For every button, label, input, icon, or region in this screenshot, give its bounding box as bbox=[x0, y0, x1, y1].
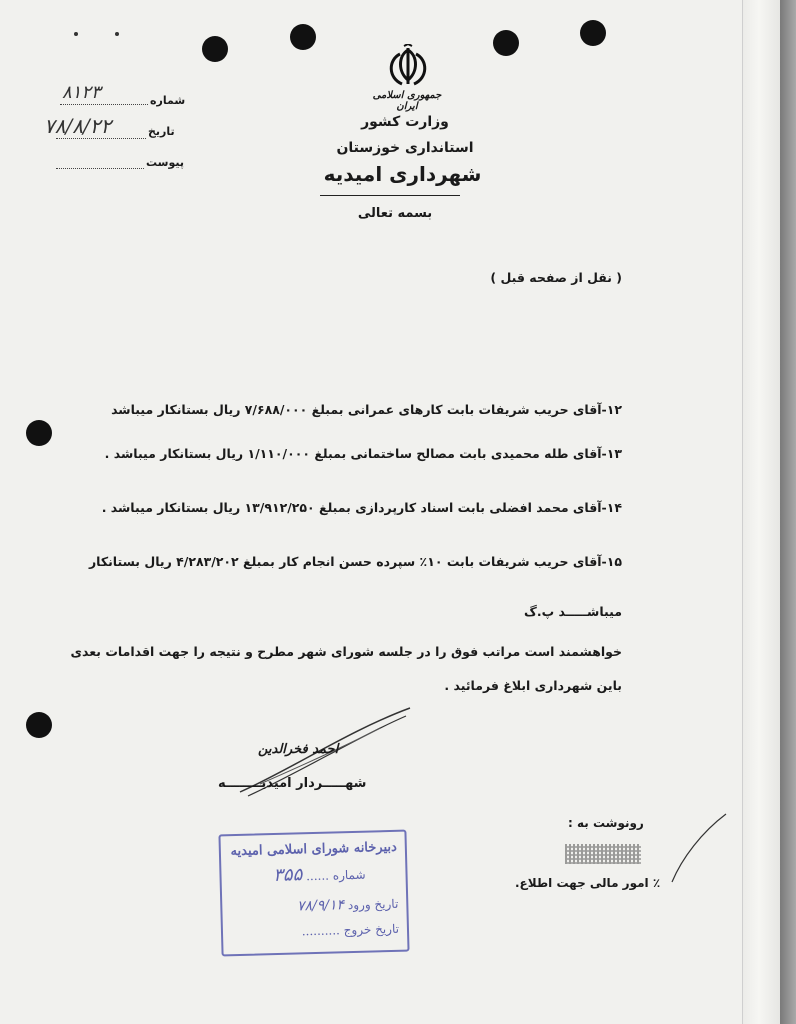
emblem-caption: جمهوری اسلامی ایران bbox=[372, 90, 442, 112]
punch-hole bbox=[580, 20, 606, 46]
date-value: ۷۸/۸/۲۲ bbox=[44, 114, 112, 138]
cc-label: رونوشت به : bbox=[568, 816, 644, 830]
number-label: شماره bbox=[150, 94, 186, 107]
date-dots bbox=[56, 138, 146, 139]
stamp-entry-value: ۷۸/۹/۱۴ bbox=[296, 897, 345, 915]
list-item: ۱۴-آقای محمد افضلی بابت اسناد کارپردازی بمبلغ ۱۳/۹۱۲/۲۵۰ ریال بستانکار میباشد . bbox=[101, 500, 622, 515]
municipality-heading: شهرداری امیدیه bbox=[323, 162, 482, 186]
pen-stroke bbox=[668, 812, 728, 884]
list-item: ۱۲-آقای حریب شریفات بابت کارهای عمرانی بمبلغ ۷/۶۸۸/۰۰۰ ریال بستانکار میباشد bbox=[111, 402, 622, 417]
punch-hole bbox=[202, 36, 228, 62]
punch-hole bbox=[26, 420, 52, 446]
closing-line: باین شهرداری ابلاغ فرمائید . bbox=[444, 678, 622, 693]
ministry-heading: وزارت کشور bbox=[361, 114, 449, 130]
redacted-block bbox=[565, 844, 641, 864]
stamp-exit-label: تاریخ خروج bbox=[343, 921, 400, 938]
punch-hole bbox=[493, 30, 519, 56]
council-stamp bbox=[218, 830, 409, 957]
punch-hole bbox=[290, 24, 316, 50]
list-item: ۱۵-آقای حریب شریفات بابت ۱۰٪ سپرده حسن انجام کار بمبلغ ۴/۲۸۳/۲۰۲ ریال بستانکار bbox=[88, 554, 622, 569]
attachment-dots bbox=[56, 168, 144, 169]
scan-edge bbox=[780, 0, 796, 1024]
stamp-exit-row: تاریخ خروج .......... bbox=[301, 921, 400, 939]
closing-line: میباشـــــد پ.گ bbox=[524, 604, 622, 619]
punch-hole bbox=[26, 712, 52, 738]
speck bbox=[74, 32, 78, 36]
stamp-number-value: ۳۵۵ bbox=[272, 864, 303, 887]
speck bbox=[115, 32, 119, 36]
province-heading: استانداری خوزستان bbox=[336, 140, 474, 156]
stamp-entry-label: تاریخ ورود bbox=[347, 896, 399, 913]
heading-divider bbox=[320, 195, 460, 196]
continued-note: ( نقل از صفحه قبل ) bbox=[490, 270, 622, 285]
number-value: ۸۱۲۳ bbox=[62, 82, 101, 103]
stamp-number-label: شماره bbox=[332, 867, 366, 883]
closing-line: خواهشمند است مراتب فوق را در جلسه شورای شهر مطرح و نتیجه را جهت اقدامات بعدی bbox=[70, 644, 622, 659]
date-label: تاریخ bbox=[148, 125, 175, 138]
stamp-entry-row bbox=[297, 896, 399, 915]
attachment-label: پیوست bbox=[146, 156, 184, 169]
list-item: ۱۳-آقای طله محمیدی بابت مصالح ساختمانی بمبلغ ۱/۱۱۰/۰۰۰ ریال بستانکار میباشد . bbox=[104, 446, 622, 461]
signer-name: احمد فخرالدین bbox=[258, 742, 339, 757]
stamp-title: دبیرخانه شورای اسلامی امیدیه bbox=[230, 839, 398, 860]
page-fold bbox=[742, 0, 783, 1024]
bismillah: بسمه تعالی bbox=[357, 206, 433, 221]
signer-title: شهـــــردار امیدیــــــــه bbox=[218, 776, 367, 791]
number-dots bbox=[60, 104, 148, 105]
stamp-number-row: شماره ...... ۳۵۵ bbox=[272, 864, 366, 887]
cc-item: ٪ امور مالی جهت اطلاع. bbox=[515, 876, 661, 890]
